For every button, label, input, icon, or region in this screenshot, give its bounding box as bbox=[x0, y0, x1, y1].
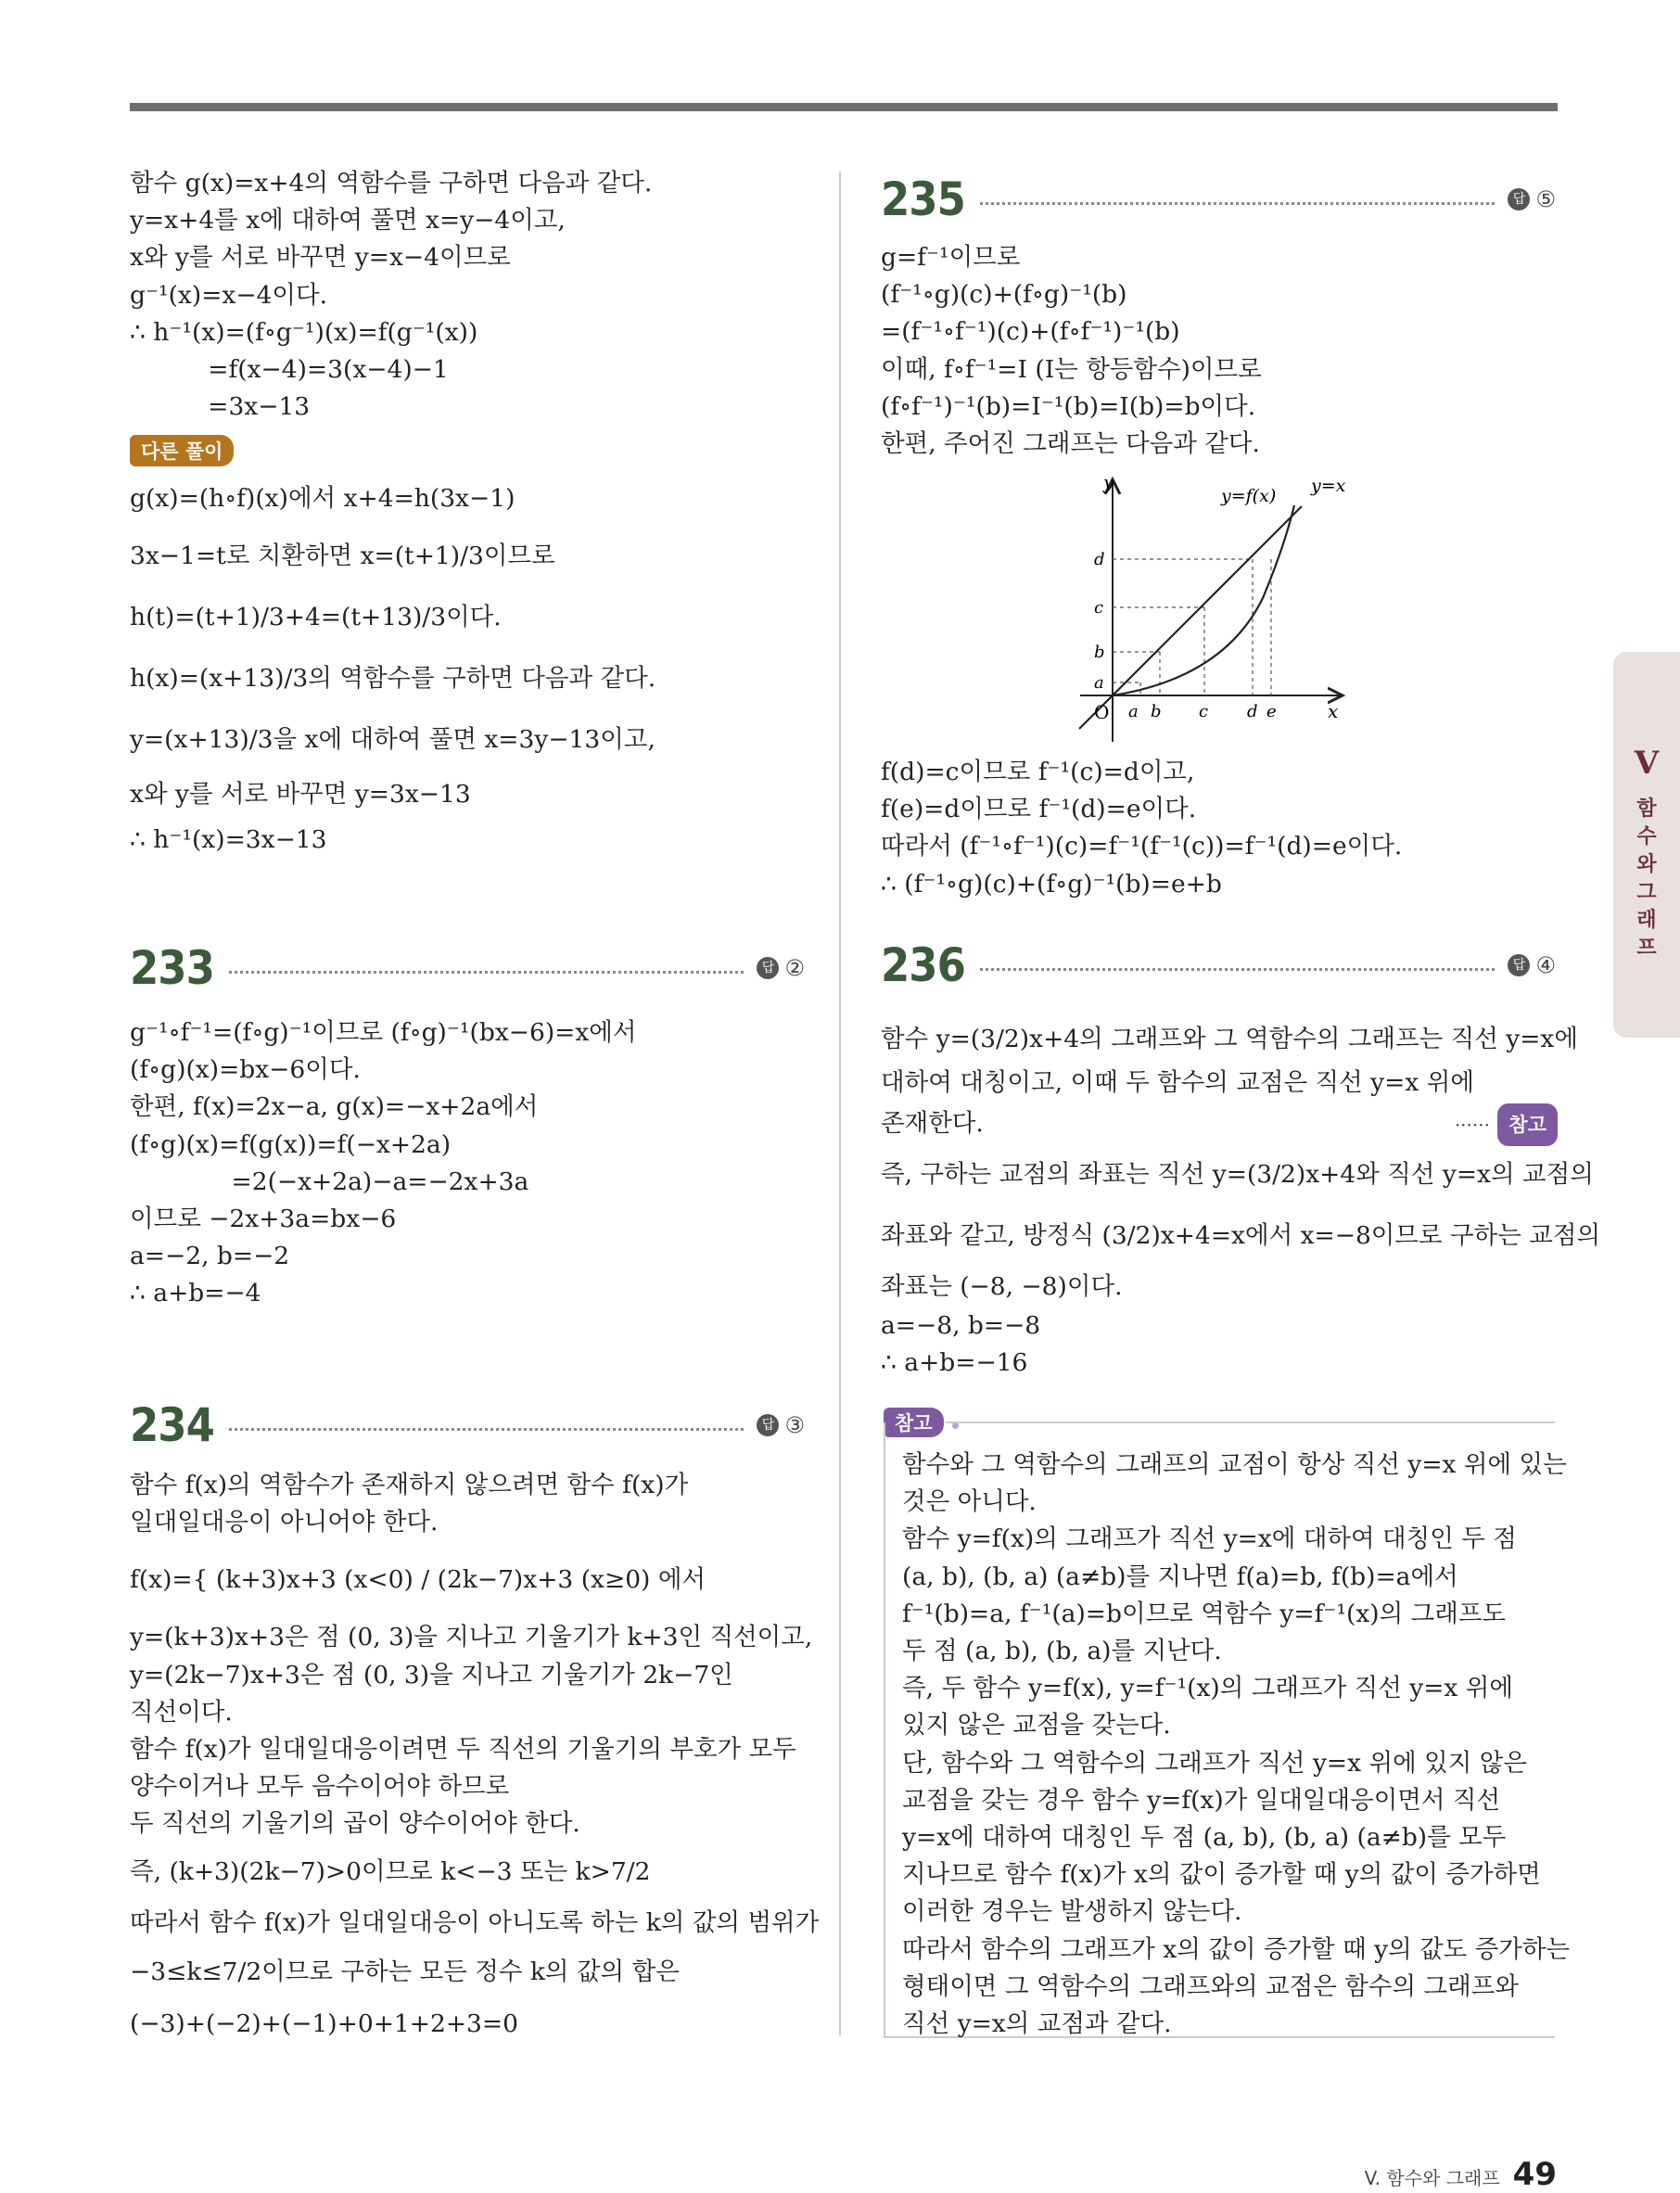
text-line: 형태이면 그 역함수의 그래프와의 교점은 함수의 그래프와 bbox=[902, 1971, 1519, 2001]
chapter-roman-numeral: V bbox=[1634, 745, 1660, 782]
note-label: 참고 bbox=[884, 1408, 944, 1437]
answer-value: ⑤ bbox=[1535, 186, 1556, 212]
text-line: f(x)={ (k+3)x+3 (x<0) / (2k−7)x+3 (x≥0) 에서 bbox=[130, 1565, 706, 1595]
text-line: 있지 않은 교점을 갖는다. bbox=[902, 1711, 1171, 1740]
text-line: (f∘f⁻¹)⁻¹(b)=I⁻¹(b)=I(b)=b이다. bbox=[881, 391, 1256, 421]
curve-label: y=f(x) bbox=[1221, 486, 1277, 506]
text-line: (−3)+(−2)+(−1)+0+1+2+3=0 bbox=[130, 2008, 518, 2038]
text-span: 존재한다. bbox=[881, 1109, 984, 1138]
page-number: 49 bbox=[1512, 2156, 1557, 2193]
answer-icon: 답 bbox=[757, 957, 779, 979]
text-line: 것은 아니다. bbox=[902, 1487, 1037, 1517]
text-line: 양수이거나 모두 음수이어야 하므로 bbox=[130, 1772, 510, 1802]
text-line: y=(2k−7)x+3은 점 (0, 3)을 지나고 기울기가 2k−7인 bbox=[130, 1660, 733, 1689]
problem-235-solution bbox=[881, 239, 1558, 463]
problem-235-conclusion bbox=[881, 754, 1558, 903]
answer-value: ④ bbox=[1535, 952, 1556, 978]
text-line: 지나므로 함수 f(x)가 x의 값이 증가할 때 y의 값이 증가하면 bbox=[902, 1860, 1541, 1890]
text-line: a=−2, b=−2 bbox=[130, 1242, 290, 1271]
chapter-title-char: 수 bbox=[1636, 825, 1657, 848]
text-line: 함수 y=(3/2)x+4의 그래프와 그 역함수의 그래프는 직선 y=x에 bbox=[881, 1025, 1578, 1053]
text-line: h(t)=(t+1)/3+4=(t+13)/3이다. bbox=[130, 603, 502, 632]
text-line: 이므로 −2x+3a=bx−6 bbox=[130, 1205, 397, 1234]
text-line: (f⁻¹∘g)(c)+(f∘g)⁻¹(b) bbox=[881, 280, 1127, 310]
text-line: g⁻¹∘f⁻¹=(f∘g)⁻¹이므로 (f∘g)⁻¹(bx−6)=x에서 bbox=[130, 1018, 637, 1047]
text-line: ∴ a+b=−4 bbox=[130, 1279, 261, 1308]
alt-solution-badge: 다른 풀이 bbox=[130, 435, 234, 466]
dotted-leader bbox=[980, 202, 1495, 205]
text-line: x와 y를 서로 바꾸면 y=3x−13 bbox=[130, 780, 471, 810]
text-line: 한편, 주어진 그래프는 다음과 같다. bbox=[881, 429, 1260, 459]
function-graph bbox=[1066, 468, 1372, 746]
reference-marker bbox=[1455, 1103, 1558, 1146]
left-top-solution bbox=[130, 165, 816, 861]
text-line: 두 점 (a, b), (b, a)를 지난다. bbox=[902, 1637, 1222, 1666]
text-line: =3x−13 bbox=[130, 392, 311, 422]
text-line: 함수 y=f(x)의 그래프가 직선 y=x에 대하여 대칭인 두 점 bbox=[902, 1524, 1517, 1554]
y-axis-label: y bbox=[1103, 471, 1114, 493]
text-line: f⁻¹(b)=a, f⁻¹(a)=b이므로 역함수 y=f⁻¹(x)의 그래프도 bbox=[902, 1599, 1507, 1628]
text-line: −3≤k≤7/2이므로 구하는 모든 정수 k의 값의 합은 bbox=[130, 1957, 680, 1986]
text-line: y=(x+13)/3을 x에 대하여 풀면 x=3y−13이고, bbox=[130, 725, 655, 755]
text-line: 즉, (k+3)(2k−7)>0이므로 k<−3 또는 k>7/2 bbox=[130, 1856, 651, 1886]
chapter-title-char: 와 bbox=[1636, 853, 1657, 876]
chapter-title-char: 함 bbox=[1636, 797, 1657, 821]
x-tick-d: d bbox=[1247, 702, 1258, 721]
text-line: 한편, f(x)=2x−a, g(x)=−x+2a에서 bbox=[130, 1092, 539, 1122]
text-line: h(x)=(x+13)/3의 역함수를 구하면 다음과 같다. bbox=[130, 664, 656, 694]
reference-dots: ······ bbox=[1454, 1114, 1490, 1136]
origin-label: O bbox=[1094, 701, 1110, 723]
answer-mark bbox=[757, 1412, 805, 1438]
answer-icon: 답 bbox=[757, 1414, 779, 1436]
answer-icon: 답 bbox=[1508, 954, 1530, 976]
chapter-title-char: 그 bbox=[1636, 881, 1657, 904]
text-line: 따라서 (f⁻¹∘f⁻¹)(c)=f⁻¹(f⁻¹(c))=f⁻¹(d)=e이다. bbox=[881, 832, 1403, 861]
text-line: y=(k+3)x+3은 점 (0, 3)을 지나고 기울기가 k+3인 직선이고, bbox=[130, 1623, 813, 1652]
text-line bbox=[881, 1103, 1558, 1144]
text-line: 직선이다. bbox=[130, 1697, 233, 1727]
text-line: g(x)=(h∘f)(x)에서 x+4=h(3x−1) bbox=[130, 484, 515, 514]
x-tick-b: b bbox=[1151, 702, 1162, 721]
text-line: 단, 함수와 그 역함수의 그래프가 직선 y=x 위에 있지 않은 bbox=[902, 1748, 1527, 1778]
y-tick-a: a bbox=[1094, 673, 1104, 693]
x-axis-label: x bbox=[1328, 700, 1339, 722]
text-line: ∴ h⁻¹(x)=3x−13 bbox=[130, 825, 327, 855]
text-line: 즉, 두 함수 y=f(x), y=f⁻¹(x)의 그래프가 직선 y=x 위에 bbox=[902, 1674, 1513, 1703]
text-line: 함수와 그 역함수의 그래프의 교점이 항상 직선 y=x 위에 있는 bbox=[902, 1450, 1567, 1479]
answer-mark bbox=[757, 955, 805, 981]
text-line: 대하여 대칭이고, 이때 두 함수의 교점은 직선 y=x 위에 bbox=[881, 1068, 1474, 1097]
x-tick-c: c bbox=[1199, 702, 1209, 721]
answer-mark bbox=[1508, 952, 1556, 978]
text-line: 두 직선의 기울기의 곱이 양수이어야 한다. bbox=[130, 1809, 580, 1839]
text-line: 따라서 함수의 그래프가 x의 값이 증가할 때 y의 값도 증가하는 bbox=[902, 1934, 1571, 1964]
y-tick-d: d bbox=[1094, 550, 1105, 569]
text-line: 교점을 갖는 경우 함수 y=f(x)가 일대일대응이면서 직선 bbox=[902, 1785, 1501, 1815]
text-line: =2(−x+2a)−a=−2x+3a bbox=[130, 1167, 529, 1196]
text-line: f(e)=d이므로 f⁻¹(d)=e이다. bbox=[881, 795, 1197, 824]
x-tick-e: e bbox=[1266, 702, 1277, 721]
text-line: ∴ a+b=−16 bbox=[881, 1348, 1028, 1378]
text-line: =(f⁻¹∘f⁻¹)(c)+(f∘f⁻¹)⁻¹(b) bbox=[881, 317, 1180, 347]
text-line: 좌표와 같고, 방정식 (3/2)x+4=x에서 x=−8이므로 구하는 교점의 bbox=[881, 1221, 1601, 1250]
reference-tag: 참고 bbox=[1497, 1103, 1558, 1146]
text-line: 일대일대응이 아니어야 한다. bbox=[130, 1508, 439, 1537]
text-line: 함수 f(x)가 일대일대응이려면 두 직선의 기울기의 부호가 모두 bbox=[130, 1735, 796, 1765]
text-line: g⁻¹(x)=x−4이다. bbox=[130, 280, 328, 310]
x-tick-a: a bbox=[1128, 702, 1139, 721]
text-line: 함수 g(x)=x+4의 역함수를 구하면 다음과 같다. bbox=[130, 169, 653, 198]
text-line: 즉, 구하는 교점의 좌표는 직선 y=(3/2)x+4와 직선 y=x의 교점의 bbox=[881, 1160, 1594, 1189]
problem-number: 235 bbox=[881, 172, 965, 226]
chapter-title-vertical bbox=[1613, 796, 1680, 963]
text-line: ∴ (f⁻¹∘g)(c)+(f∘g)⁻¹(b)=e+b bbox=[881, 869, 1222, 899]
text-line: a=−8, b=−8 bbox=[881, 1311, 1041, 1340]
text-line: 이러한 경우는 발생하지 않는다. bbox=[902, 1897, 1242, 1927]
problem-number: 233 bbox=[130, 941, 214, 995]
chapter-title-char: 래 bbox=[1636, 909, 1657, 932]
text-line: ∴ h⁻¹(x)=(f∘g⁻¹)(x)=f(g⁻¹(x)) bbox=[130, 317, 478, 347]
problem-234-solution bbox=[130, 1467, 820, 2049]
problem-233-header bbox=[130, 941, 805, 995]
problem-236-header bbox=[881, 938, 1556, 992]
problem-233-solution bbox=[130, 1014, 816, 1313]
chapter-side-tab[interactable] bbox=[1613, 652, 1680, 1038]
y-tick-c: c bbox=[1094, 598, 1104, 618]
text-line: (a, b), (b, a) (a≠b)를 지나면 f(a)=b, f(b)=a에서 bbox=[902, 1562, 1458, 1591]
text-line: y=x에 대하여 대칭인 두 점 (a, b), (b, a) (a≠b)를 모두 bbox=[902, 1823, 1507, 1853]
text-line: y=x+4를 x에 대하여 풀면 x=y−4이고, bbox=[130, 206, 566, 236]
dotted-leader bbox=[229, 1428, 745, 1431]
text-line: 함수 f(x)의 역함수가 존재하지 않으려면 함수 f(x)가 bbox=[130, 1471, 689, 1499]
text-line: (f∘g)(x)=f(g(x))=f(−x+2a) bbox=[130, 1129, 452, 1159]
problem-234-header bbox=[130, 1398, 805, 1452]
guide-lines bbox=[1113, 559, 1271, 695]
footer-chapter: V. 함수와 그래프 bbox=[1364, 2167, 1500, 2189]
page-footer bbox=[1365, 2156, 1557, 2193]
text-line: 따라서 함수 f(x)가 일대일대응이 아니도록 하는 k의 값의 범위가 bbox=[130, 1907, 820, 1937]
note-text bbox=[902, 1447, 1571, 2043]
text-line: x와 y를 서로 바꾸면 y=x−4이므로 bbox=[130, 243, 511, 273]
text-line: 직선 y=x의 교점과 같다. bbox=[902, 2009, 1172, 2039]
problem-number: 234 bbox=[130, 1398, 214, 1452]
text-line: 좌표는 (−8, −8)이다. bbox=[881, 1272, 1123, 1301]
problem-235-header bbox=[881, 172, 1556, 226]
answer-icon: 답 bbox=[1508, 188, 1530, 210]
text-line: (f∘g)(x)=bx−6이다. bbox=[130, 1055, 361, 1085]
line-label: y=x bbox=[1311, 476, 1346, 496]
column-divider bbox=[839, 172, 841, 2035]
y-tick-b: b bbox=[1094, 643, 1105, 662]
dotted-leader bbox=[229, 971, 745, 974]
text-line: g=f⁻¹이므로 bbox=[881, 243, 1021, 272]
chapter-title-char: 프 bbox=[1636, 937, 1657, 960]
text-line: 3x−1=t로 치환하면 x=(t+1)/3이므로 bbox=[130, 542, 555, 571]
problem-236-solution bbox=[881, 1016, 1601, 1382]
text-line: 이때, f∘f⁻¹=I (I는 항등함수)이므로 bbox=[881, 354, 1262, 384]
text-line: f(d)=c이므로 f⁻¹(c)=d이고, bbox=[881, 758, 1195, 786]
answer-mark bbox=[1508, 186, 1556, 212]
answer-value: ② bbox=[784, 955, 805, 981]
text-line: =f(x−4)=3(x−4)−1 bbox=[130, 355, 449, 385]
answer-value: ③ bbox=[784, 1412, 805, 1438]
top-rule bbox=[130, 103, 1558, 111]
problem-number: 236 bbox=[881, 938, 965, 992]
dotted-leader bbox=[980, 968, 1495, 971]
